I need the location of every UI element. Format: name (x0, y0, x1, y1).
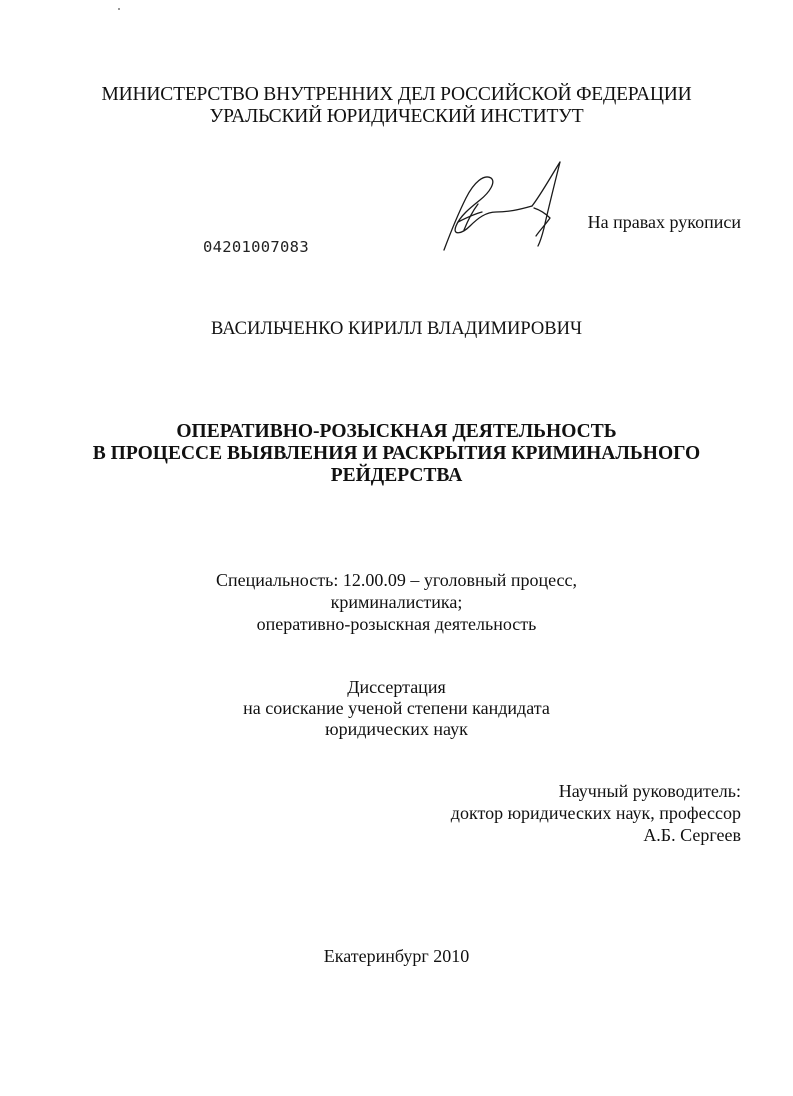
handwritten-signature (436, 156, 576, 256)
specialty-line-1: Специальность: 12.00.09 – уголовный процесс, (215, 570, 578, 590)
ministry-heading: МИНИСТЕРСТВО ВНУТРЕННИХ ДЕЛ РОССИЙСКОЙ ФЕДЕРАЦИИ (101, 84, 692, 105)
supervisor-label: Научный руководитель: (558, 781, 741, 801)
author-name: ВАСИЛЬЧЕНКО КИРИЛЛ ВЛАДИМИРОВИЧ (211, 319, 582, 339)
manuscript-rights-note: На правах рукописи (587, 212, 741, 232)
specialty-line-3: оперативно-розыскная деятельность (256, 614, 537, 634)
dissertation-line-3: юридических наук (325, 719, 468, 739)
institute-heading: УРАЛЬСКИЙ ЮРИДИЧЕСКИЙ ИНСТИТУТ (209, 106, 584, 127)
city-year: Екатеринбург 2010 (323, 946, 470, 966)
supervisor-degree: доктор юридических наук, профессор (450, 803, 741, 823)
specialty-line-2: криминалистика; (330, 592, 463, 612)
scan-artifact (118, 8, 120, 10)
title-line-1: ОПЕРАТИВНО-РОЗЫСКНАЯ ДЕЯТЕЛЬНОСТЬ (176, 421, 617, 442)
supervisor-name: А.Б. Сергеев (643, 825, 741, 845)
title-line-3: РЕЙДЕРСТВА (330, 465, 463, 486)
dissertation-line-2: на соискание ученой степени кандидата (243, 698, 550, 718)
title-line-2: В ПРОЦЕССЕ ВЫЯВЛЕНИЯ И РАСКРЫТИЯ КРИМИНАЛЬНОГО (92, 443, 701, 464)
dissertation-line-1: Диссертация (347, 677, 446, 697)
archive-number-stamp: 04201007083 (203, 238, 309, 256)
